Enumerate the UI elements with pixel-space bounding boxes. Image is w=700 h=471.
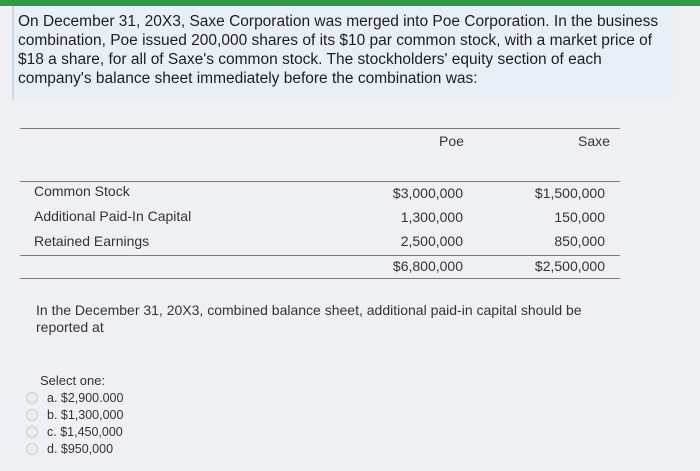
cell-poe-retained-earnings: 2,500,000 <box>400 233 463 249</box>
question-line-4: company's balance sheet immediately before the combination was: <box>18 70 478 87</box>
question-text <box>18 12 678 88</box>
header-rule <box>20 181 620 182</box>
option-b[interactable] <box>26 406 123 423</box>
cell-poe-common-stock: $3,000,000 <box>392 185 463 201</box>
question-prompt <box>36 302 636 336</box>
column-header-saxe: Saxe <box>578 133 610 149</box>
table-top-rule <box>20 128 620 129</box>
cell-poe-total: $6,800,000 <box>392 258 463 274</box>
radio-icon[interactable] <box>26 426 38 438</box>
prompt-line-1: In the December 31, 20X3, combined balance sheet, additional paid-in capital should be <box>36 302 582 318</box>
option-b-label[interactable]: b. $1,300,000 <box>47 407 124 422</box>
question-line-2: combination, Poe issued 200,000 shares of its $10 par common stock, with a market price of <box>18 32 653 49</box>
answer-options <box>26 389 123 457</box>
cell-poe-apic: 1,300,000 <box>400 209 463 225</box>
prompt-line-2: reported at <box>36 319 104 335</box>
option-c-label[interactable]: c. $1,450,000 <box>47 424 123 439</box>
row-label-common-stock: Common Stock <box>34 183 130 199</box>
option-d[interactable] <box>26 440 123 457</box>
cell-saxe-retained-earnings: 850,000 <box>554 233 605 249</box>
option-a-label[interactable]: a. $2,900.000 <box>47 390 124 405</box>
question-line-1: On December 31, 20X3, Saxe Corporation was merged into Poe Corporation. In the business <box>18 13 659 30</box>
option-d-label[interactable]: d. $950,000 <box>47 441 114 456</box>
radio-icon[interactable] <box>26 443 38 455</box>
question-line-3: $18 a share, for all of Saxe's common stock. The stockholders' equity section of each <box>18 51 602 68</box>
select-one-label: Select one: <box>40 373 106 388</box>
radio-icon[interactable] <box>26 392 38 404</box>
cell-saxe-common-stock: $1,500,000 <box>534 185 605 201</box>
subtotal-rule <box>20 255 620 256</box>
cell-saxe-total: $2,500,000 <box>534 258 605 274</box>
cell-saxe-apic: 150,000 <box>554 209 605 225</box>
row-label-retained-earnings: Retained Earnings <box>34 233 150 249</box>
option-a[interactable] <box>26 389 123 406</box>
row-label-apic: Additional Paid-In Capital <box>34 208 192 224</box>
total-rule <box>20 278 620 279</box>
column-header-poe: Poe <box>439 133 464 149</box>
radio-icon[interactable] <box>26 409 38 421</box>
option-c[interactable] <box>26 423 123 440</box>
